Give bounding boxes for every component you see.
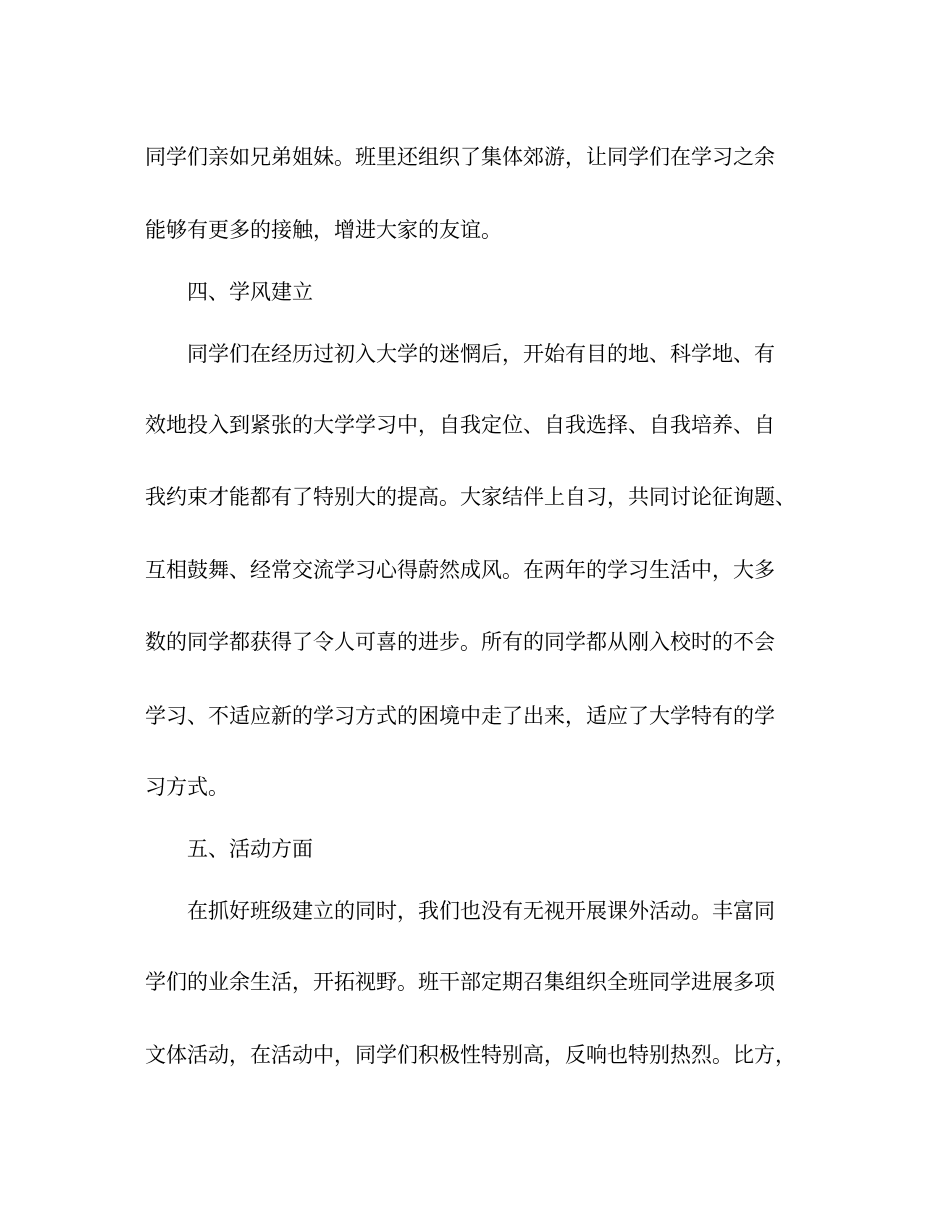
paragraph-line: 学习、不适应新的学习方式的困境中走了出来，适应了大学特有的学: [145, 704, 775, 728]
section-heading: 五、活动方面: [187, 837, 313, 861]
paragraph-line: 能够有更多的接触，增进大家的友谊。: [145, 218, 502, 242]
paragraph-line: 习方式。: [145, 775, 229, 799]
paragraph-line: 同学们在经历过初入大学的迷惘后，开始有目的地、科学地、有: [187, 342, 775, 366]
paragraph-line: 文体活动，在活动中，同学们积极性特别高，反响也特别热烈。比方，: [145, 1043, 796, 1067]
section-heading: 四、学风建立: [187, 280, 313, 304]
paragraph-line: 在抓好班级建立的同时，我们也没有无视开展课外活动。丰富同: [187, 899, 775, 923]
paragraph-line: 同学们亲如兄弟姐妹。班里还组织了集体郊游，让同学们在学习之余: [145, 145, 775, 169]
paragraph-line: 效地投入到紧张的大学学习中，自我定位、自我选择、自我培养、自: [145, 413, 775, 437]
paragraph-line: 学们的业余生活，开拓视野。班干部定期召集组织全班同学进展多项: [145, 970, 775, 994]
paragraph-line: 我约束才能都有了特别大的提高。大家结伴上自习，共同讨论征询题、: [145, 485, 796, 509]
paragraph-line: 数的同学都获得了令人可喜的进步。所有的同学都从刚入校时的不会: [145, 630, 775, 654]
paragraph-line: 互相鼓舞、经常交流学习心得蔚然成风。在两年的学习生活中，大多: [145, 558, 775, 582]
